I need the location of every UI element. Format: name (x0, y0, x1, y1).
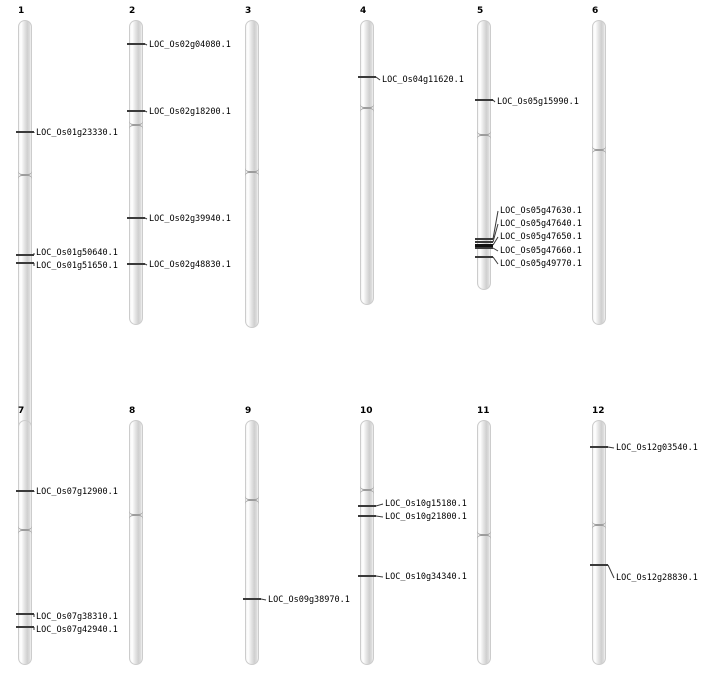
chromosome-body (129, 20, 143, 325)
gene-label: LOC_Os12g03540.1 (616, 443, 698, 453)
chromosome-label: 4 (360, 6, 367, 16)
gene-label: LOC_Os01g23330.1 (36, 128, 118, 138)
gene-marker-band (475, 241, 493, 243)
gene-marker-band (127, 110, 145, 112)
gene-marker-band (590, 564, 608, 566)
chromosome-label: 3 (245, 6, 252, 16)
gene-label: LOC_Os05g47640.1 (500, 219, 582, 229)
gene-label: LOC_Os04g11620.1 (382, 75, 464, 85)
chromosome-body (477, 420, 491, 665)
chromosome-body (245, 420, 259, 665)
gene-label: LOC_Os10g15180.1 (385, 499, 467, 509)
chromosome-body (360, 420, 374, 665)
gene-label: LOC_Os02g48830.1 (149, 260, 231, 270)
gene-label: LOC_Os10g21800.1 (385, 512, 467, 522)
gene-label: LOC_Os05g47630.1 (500, 206, 582, 216)
gene-marker-band (16, 262, 34, 264)
gene-label: LOC_Os01g51650.1 (36, 261, 118, 271)
gene-label: LOC_Os02g39940.1 (149, 214, 231, 224)
gene-marker-band (16, 131, 34, 133)
chromosome-label: 8 (129, 406, 136, 416)
chromosome-label: 9 (245, 406, 252, 416)
chromosome-body (592, 420, 606, 665)
gene-marker-band (16, 626, 34, 628)
chromosome-label: 2 (129, 6, 136, 16)
gene-marker-band (243, 598, 261, 600)
gene-label: LOC_Os05g15990.1 (497, 97, 579, 107)
centromere-marker (245, 168, 259, 176)
chromosome-label: 5 (477, 6, 484, 16)
gene-label: LOC_Os02g04080.1 (149, 40, 231, 50)
gene-label: LOC_Os10g34340.1 (385, 572, 467, 582)
gene-label: LOC_Os07g42940.1 (36, 625, 118, 635)
chromosome-body (18, 420, 32, 665)
chromosome-body (592, 20, 606, 325)
centromere-marker (592, 146, 606, 154)
chromosome-label: 6 (592, 6, 599, 16)
centromere-marker (18, 526, 32, 534)
centromere-marker (592, 521, 606, 529)
gene-marker-band (358, 76, 376, 78)
centromere-marker (477, 531, 491, 539)
gene-marker-band (358, 515, 376, 517)
centromere-marker (245, 496, 259, 504)
gene-leader-line (491, 209, 500, 241)
gene-marker-band (16, 490, 34, 492)
centromere-marker (360, 104, 374, 112)
chromosome-label: 11 (477, 406, 490, 416)
gene-label: LOC_Os05g47660.1 (500, 246, 582, 256)
gene-label: LOC_Os02g18200.1 (149, 107, 231, 117)
chromosome-body (129, 420, 143, 665)
centromere-marker (129, 121, 143, 129)
gene-marker-band (475, 238, 493, 240)
gene-marker-band (590, 446, 608, 448)
gene-label: LOC_Os09g38970.1 (268, 595, 350, 605)
chromosome-label: 7 (18, 406, 25, 416)
chromosome-label: 10 (360, 406, 373, 416)
chromosome-label: 1 (18, 6, 25, 16)
gene-marker-band (475, 99, 493, 101)
gene-marker-band (127, 43, 145, 45)
gene-marker-band (358, 505, 376, 507)
centromere-marker (129, 511, 143, 519)
chromosome-body (477, 20, 491, 290)
gene-marker-band (16, 254, 34, 256)
gene-label: LOC_Os07g38310.1 (36, 612, 118, 622)
centromere-marker (360, 486, 374, 494)
gene-label: LOC_Os01g50640.1 (36, 248, 118, 258)
centromere-marker (477, 131, 491, 139)
gene-marker-band (16, 613, 34, 615)
gene-marker-band (358, 575, 376, 577)
gene-label: LOC_Os05g47650.1 (500, 232, 582, 242)
gene-marker-band (475, 247, 493, 249)
gene-marker-band (475, 256, 493, 258)
gene-marker-band (127, 263, 145, 265)
centromere-marker (18, 171, 32, 179)
chromosome-label: 12 (592, 406, 605, 416)
gene-label: LOC_Os05g49770.1 (500, 259, 582, 269)
gene-label: LOC_Os12g28830.1 (616, 573, 698, 583)
gene-marker-band (127, 217, 145, 219)
gene-label: LOC_Os07g12900.1 (36, 487, 118, 497)
chromosome-body (360, 20, 374, 305)
